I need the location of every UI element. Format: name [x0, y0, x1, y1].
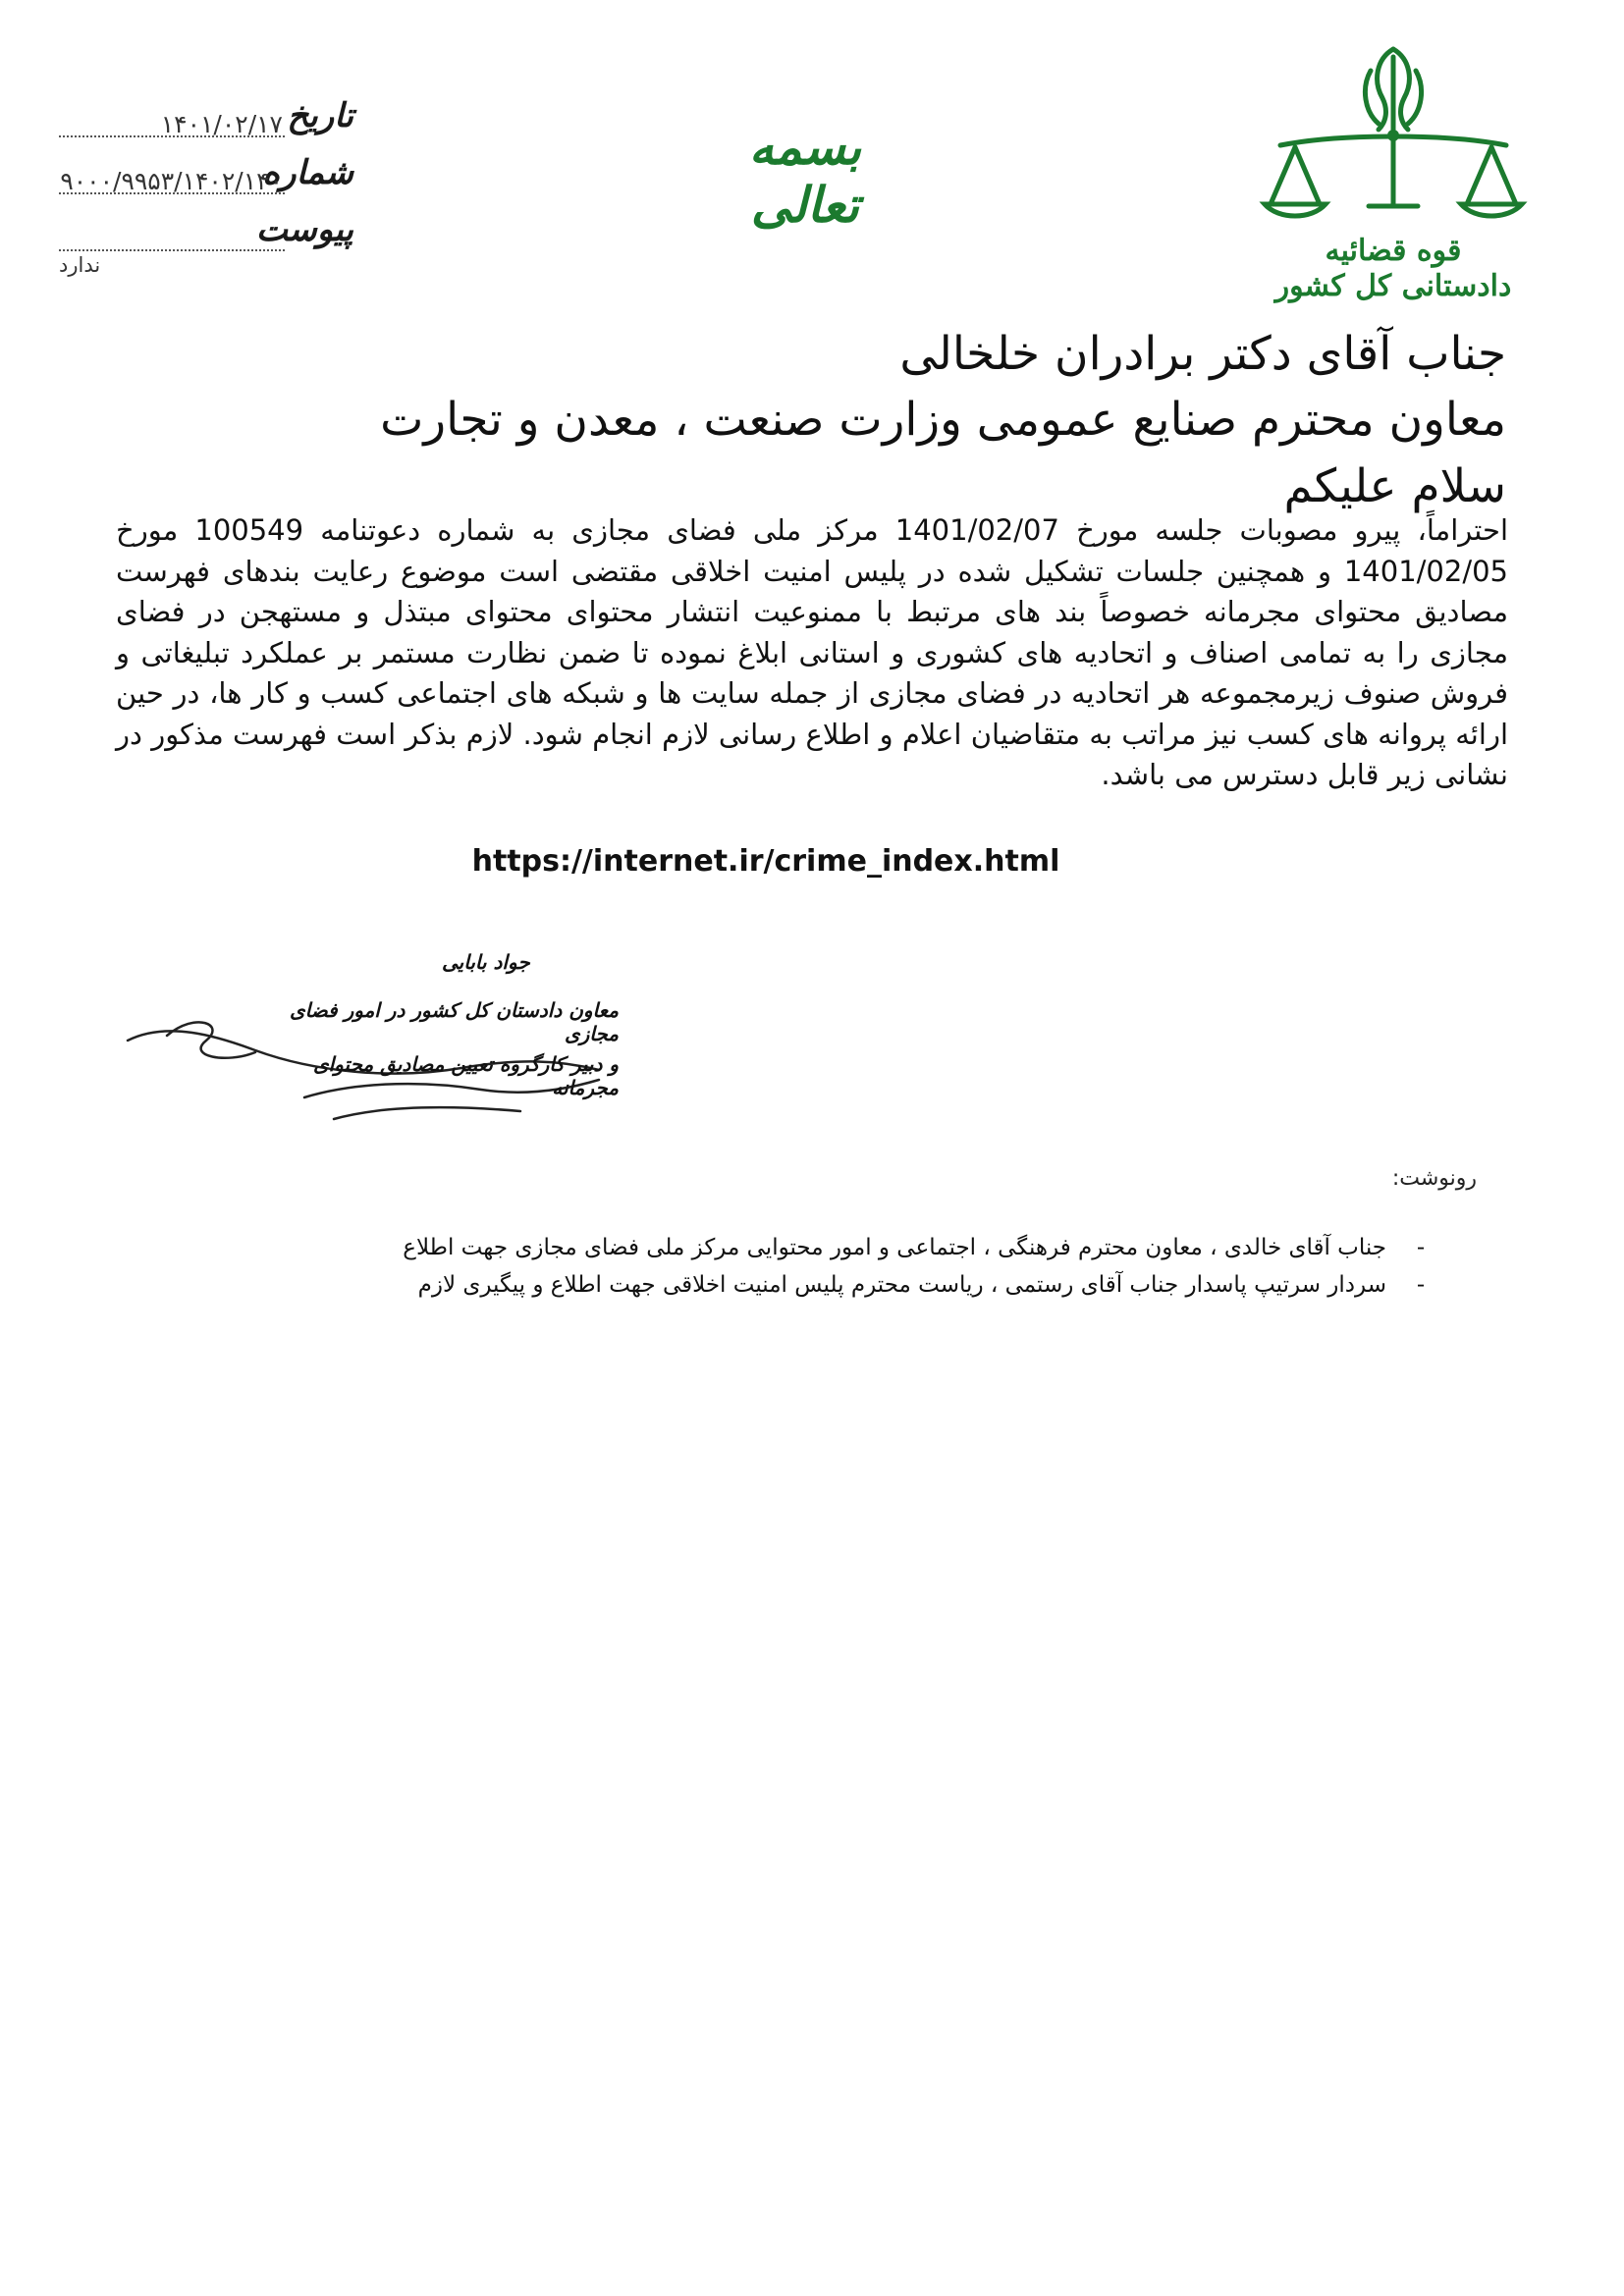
bullet-dash: -	[1416, 1272, 1426, 1298]
judiciary-scales-emblem-icon	[1251, 37, 1536, 234]
addressee-name: جناب آقای دکتر برادران خلخالی	[899, 327, 1506, 381]
date-row	[59, 96, 353, 153]
signatory-title: معاون دادستان کل کشور در امور فضای مجازی	[289, 998, 619, 1045]
cc-label: رونوشت:	[1391, 1166, 1477, 1191]
cc-item-text: جناب آقای خالدی ، معاون محترم فرهنگی ، اجتماعی و امور محتوایی مرکز ملی فضای مجازی جهت اطلاع	[403, 1235, 1386, 1260]
date-value: ۱۴۰۱/۰۲/۱۷	[160, 110, 283, 138]
number-row	[59, 153, 353, 210]
attachment-row	[59, 210, 353, 267]
cc-list	[118, 1229, 1430, 1304]
attachment-label: پیوست	[255, 210, 353, 249]
cc-item	[118, 1266, 1430, 1304]
dotted-line	[59, 192, 285, 194]
letter-body: احتراماً، پیرو مصوبات جلسه مورخ 1401/02/07 مرکز ملی فضای مجازی به شماره دعوتنامه 100549 مورخ 1401/02/05 و همچنین جلسات تشکیل شده در پلیس امنیت اخلاقی مقتضی است موضوع رعایت بندهای فهرست مصادیق محتوای مجرمانه خصوصاً بند های مرتبط با ممنوعیت انتشار محتوای محتوای مبتذل و مستهجن در فضای مجازی را به تمامی اصناف و اتحادیه های کشوری و استانی ابلاغ نموده تا ضمن نظارت مستمر بر عملکرد تبلیغاتی و فروش صنوف زیرمجموعه هر اتحادیه در فضای مجازی از جمله سایت ها و شبکه های اجتماعی کسب و کار ها، در حین ارائه پروانه های کسب نیز مراتب به متقاضیان اعلام و اطلاع رسانی لازم انجام شود. لازم بذکر است فهرست مذکور در نشانی زیر قابل دسترس می باشد.	[116, 513, 1508, 791]
signatory-subtitle: و دبیر کارگروه تعیین مصادیق محتوای مجرمانه	[313, 1052, 619, 1099]
emblem-title: قوه قضائیه	[1325, 234, 1462, 268]
signatory-name: جواد بابایی	[442, 950, 530, 974]
number-value: ۹۰۰۰/۹۹۵۳/۱۴۰۲/۱۴۰	[60, 167, 283, 195]
bullet-dash: -	[1416, 1235, 1426, 1260]
greeting: سلام علیکم	[1283, 459, 1506, 513]
emblem-subtitle: دادستانی کل کشور	[1274, 269, 1512, 303]
cc-item	[118, 1229, 1430, 1266]
reference-url[interactable]: https://internet.ir/crime_index.html	[471, 844, 1060, 879]
dotted-line	[59, 249, 285, 251]
attachment-value: ندارد	[59, 253, 101, 277]
cc-item-text: سردار سرتیپ پاسدار جناب آقای رستمی ، ریاست محترم پلیس امنیت اخلاقی جهت اطلاع و پیگیری لازم	[417, 1272, 1386, 1298]
judiciary-emblem	[1251, 37, 1536, 312]
number-label: شماره	[262, 153, 353, 192]
signature-block	[108, 942, 619, 1139]
letter-meta	[59, 96, 353, 277]
dotted-line	[59, 135, 285, 137]
bismillah-heading: بسمه تعالی	[748, 118, 862, 234]
addressee-title: معاون محترم صنایع عمومی وزارت صنعت ، معدن و تجارت	[380, 393, 1506, 447]
date-label: تاریخ	[287, 96, 353, 135]
